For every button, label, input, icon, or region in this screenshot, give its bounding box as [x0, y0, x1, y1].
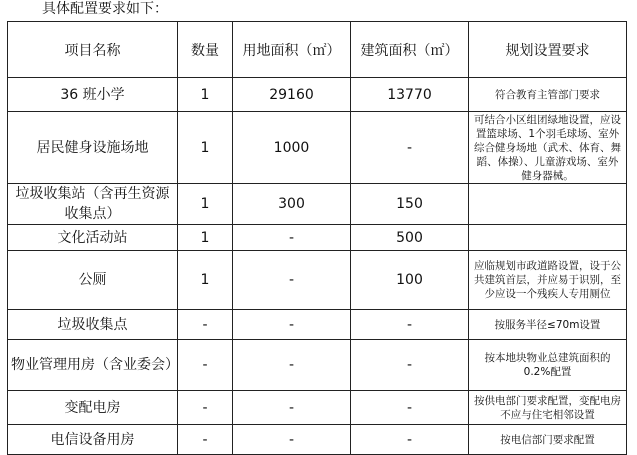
table-row: [8, 78, 627, 112]
cell-qty: 1: [178, 112, 233, 184]
cell-qty: 1: [178, 225, 233, 251]
table-row: [8, 391, 627, 425]
cell-name: 36 班小学: [8, 78, 178, 112]
cell-name: 物业管理用房（含业委会）: [8, 340, 178, 391]
config-table: [7, 21, 627, 455]
cell-building: -: [351, 425, 469, 455]
cell-name: 垃圾收集点: [8, 310, 178, 340]
cell-requirement: 按供电部门要求配置，变配电房不应与住宅相邻设置: [469, 391, 627, 425]
intro-text: 具体配置要求如下：: [42, 1, 168, 17]
cell-land: 300: [233, 184, 351, 225]
cell-qty: -: [178, 340, 233, 391]
cell-name: 文化活动站: [8, 225, 178, 251]
header-land-area: 用地面积（㎡）: [233, 22, 351, 78]
cell-name: 居民健身设施场地: [8, 112, 178, 184]
cell-qty: 1: [178, 251, 233, 310]
cell-building: -: [351, 391, 469, 425]
header-project-name: 项目名称: [8, 22, 178, 78]
cell-building: 13770: [351, 78, 469, 112]
cell-requirement: 按本地块物业总建筑面积的0.2%配置: [469, 340, 627, 391]
cell-qty: -: [178, 310, 233, 340]
cell-requirement: 应临规划市政道路设置，设于公共建筑首层，并应易于识别，至少应设一个残疾人专用厕位: [469, 251, 627, 310]
table-row: [8, 425, 627, 455]
cell-name: 变配电房: [8, 391, 178, 425]
cell-qty: 1: [178, 78, 233, 112]
cell-requirement: [469, 184, 627, 225]
table-row: [8, 310, 627, 340]
cell-requirement: 按服务半径≤70m设置: [469, 310, 627, 340]
table-row: [8, 251, 627, 310]
table-row: [8, 184, 627, 225]
table-row: [8, 112, 627, 184]
cell-qty: 1: [178, 184, 233, 225]
cell-land: -: [233, 425, 351, 455]
cell-name: 电信设备用房: [8, 425, 178, 455]
header-building-area: 建筑面积（㎡）: [351, 22, 469, 78]
cell-requirement: 可结合小区组团绿地设置，应设置篮球场、1个羽毛球场、室外综合健身场地（武术、体育、舞蹈、体操）、儿童游戏场、室外健身器械。: [469, 112, 627, 184]
cell-land: 29160: [233, 78, 351, 112]
table-header-row: [8, 22, 627, 78]
cell-land: -: [233, 251, 351, 310]
cell-land: -: [233, 340, 351, 391]
cell-qty: -: [178, 425, 233, 455]
cell-requirement: 符合教育主管部门要求: [469, 78, 627, 112]
cell-building: -: [351, 340, 469, 391]
cell-requirement: [469, 225, 627, 251]
cell-qty: -: [178, 391, 233, 425]
header-quantity: 数量: [178, 22, 233, 78]
cell-land: -: [233, 391, 351, 425]
cell-building: 500: [351, 225, 469, 251]
header-planning-requirements: 规划设置要求: [469, 22, 627, 78]
cell-building: -: [351, 310, 469, 340]
cell-name: 垃圾收集站（含再生资源收集点）: [8, 184, 178, 225]
cell-name: 公厕: [8, 251, 178, 310]
cell-land: -: [233, 225, 351, 251]
cell-requirement: 按电信部门要求配置: [469, 425, 627, 455]
cell-building: 150: [351, 184, 469, 225]
cell-building: 100: [351, 251, 469, 310]
cell-land: -: [233, 310, 351, 340]
table-row: [8, 340, 627, 391]
cell-land: 1000: [233, 112, 351, 184]
cell-building: -: [351, 112, 469, 184]
table-row: [8, 225, 627, 251]
